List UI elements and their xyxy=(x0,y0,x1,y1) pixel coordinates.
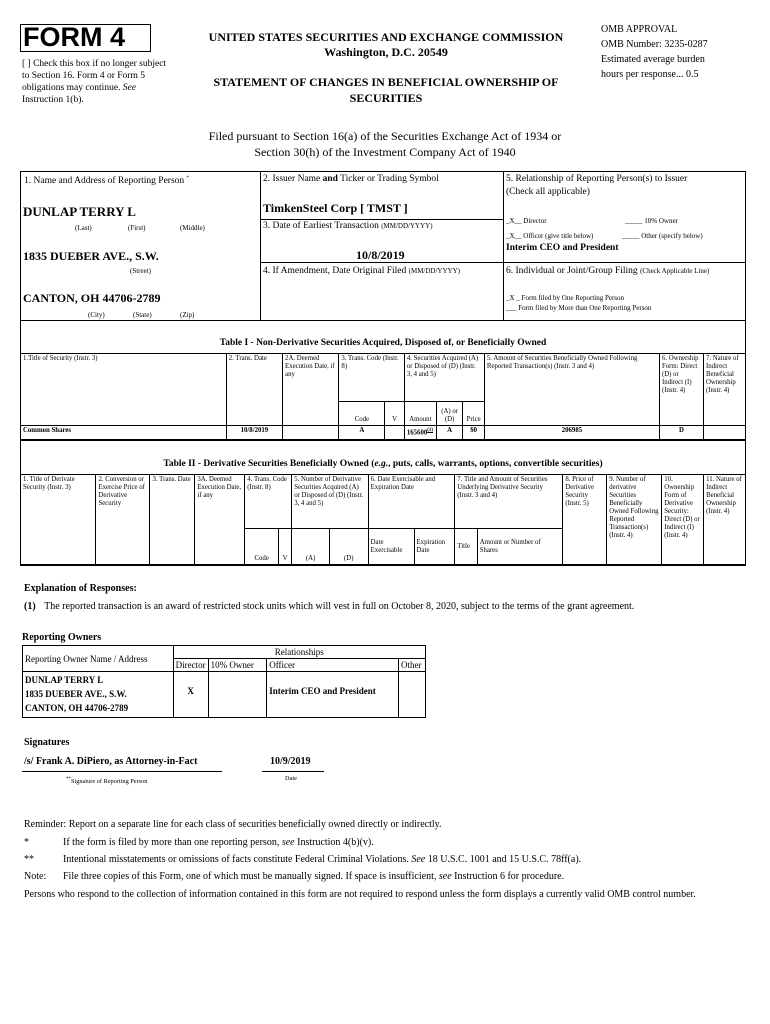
table2 xyxy=(20,474,746,565)
officer-title: Interim CEO and President xyxy=(506,243,619,253)
omb-burden2: hours per response... 0.5 xyxy=(601,69,699,80)
street-value: 1835 DUEBER AVE., S.W. xyxy=(23,249,159,263)
explanation-text: The reported transaction is an award of restricted stock units which will vest in full on October 8, 2020, subject to the terms of the grant agreement. xyxy=(44,601,635,612)
box6-label: 6. Individual or Joint/Group Filing (Check Applicable Line) xyxy=(506,266,710,276)
t1-h7: 7. Nature of Indirect Beneficial Ownership (Instr. 4) xyxy=(703,354,745,426)
t1-h3: 3. Trans. Code (Instr. 8) xyxy=(339,354,405,402)
ro-owner-street: 1835 DUEBER AVE., S.W. xyxy=(25,689,127,699)
t2-h4: 4. Trans. Code (Instr. 8) xyxy=(245,475,292,529)
box3-label: 3. Date of Earliest Transaction (MM/DD/YYYY) xyxy=(263,221,433,231)
note-2: Intentional misstatements or omissions of facts constitute Federal Criminal Violations. See 18 U.S.C. 1001 and 15 U.S.C. 78ff(a). xyxy=(63,854,582,865)
t1-row-nature xyxy=(703,426,745,440)
label-first: (First) xyxy=(128,224,146,232)
more-person-check: ___ Form filed by More than One Reporting Person xyxy=(506,304,652,312)
t1-h2: 2. Trans. Date xyxy=(226,354,282,426)
form-title: FORM 4 xyxy=(23,22,126,52)
t1-sub-ad: (A) or (D) xyxy=(436,402,463,426)
note-2-mark: ** xyxy=(24,854,34,865)
ro-col-name: Reporting Owner Name / Address xyxy=(23,646,174,672)
ten-pct-check: _____ 10% Owner xyxy=(625,217,678,225)
filed-line1: Filed pursuant to Section 16(a) of the Securities Exchange Act of 1934 or xyxy=(208,129,562,143)
city-value: CANTON, OH 44706-2789 xyxy=(23,291,161,305)
t2-h7: 7. Title and Amount of Securities Underlying Derivative Security (Instr. 3 and 4) xyxy=(455,475,563,529)
ro-other-value xyxy=(399,672,426,718)
other-check: _____ Other (specify below) xyxy=(622,232,703,240)
t2-h9: 9. Number of derivative Securities Beneficially Owned Following Reported Transaction(s) (Instr. 4) xyxy=(607,475,662,565)
box2-label: 2. Issuer Name and Ticker or Trading Symbol xyxy=(263,174,439,184)
issuer-name: TimkenSteel Corp [ TMST ] xyxy=(263,201,408,215)
t1-row-price: $0 xyxy=(463,426,484,440)
t1-row-date: 10/8/2019 xyxy=(226,426,282,440)
t1-row-form: D xyxy=(659,426,703,440)
ro-officer-value: Interim CEO and President xyxy=(267,672,399,718)
t2-h8: 8. Price of Derivative Security (Instr. 5) xyxy=(563,475,607,565)
note-3: File three copies of this Form, one of which must be manually signed. If space is insufficient, see Instruction 6 for procedure. xyxy=(63,871,565,882)
box1-label: 1. Name and Address of Reporting Person * xyxy=(24,176,190,187)
box4-label: 4. If Amendment, Date Original Filed (MM/DD/YYYY) xyxy=(263,266,460,276)
officer-check: _X__ Officer (give title below) xyxy=(506,232,594,240)
signature-value: /s/ Frank A. DiPiero, as Attorney-in-Fact xyxy=(24,756,198,767)
t1-sub-code: Code xyxy=(339,402,385,426)
t2-h1: 1. Title of Derivate Security (Instr. 3) xyxy=(21,475,96,565)
t2-sub-expiration: Expiration Date xyxy=(414,529,455,565)
ro-col-other: Other xyxy=(399,659,426,672)
signature-label: **Signature of Reporting Person xyxy=(66,777,148,786)
t1-h2a: 2A. Deemed Execution Date, if any xyxy=(283,354,339,426)
agency-name: UNITED STATES SECURITIES AND EXCHANGE COMMISSION xyxy=(208,30,564,44)
t1-sub-amount: Amount xyxy=(404,402,436,426)
label-street: (Street) xyxy=(130,267,151,275)
signatures-heading: Signatures xyxy=(24,737,70,748)
director-check: _X__ Director xyxy=(506,217,547,225)
t2-h11: 11. Nature of Indirect Beneficial Ownership (Instr. 4) xyxy=(704,475,746,565)
ro-col-director: Director xyxy=(173,659,208,672)
t2-h3a: 3A. Deemed Execution Date, if any xyxy=(195,475,245,565)
filed-pursuant xyxy=(100,128,670,160)
t2-sub-exercisable: Date Exercisable xyxy=(368,529,414,565)
t1-h1: 1.Title of Security (Instr. 3) xyxy=(21,354,227,426)
ro-ten-mark xyxy=(208,672,267,718)
table-row xyxy=(23,672,426,718)
t2-sub-amount: Amount or Number of Shares xyxy=(477,529,563,565)
t2-sub-d: (D) xyxy=(329,529,368,565)
ro-owner-name: DUNLAP TERRY L xyxy=(25,675,104,685)
t2-h6: 6. Date Exercisable and Expiration Date xyxy=(368,475,455,529)
omb-burden1: Estimated average burden xyxy=(601,54,705,65)
explanation-item xyxy=(24,601,744,612)
t1-row-title: Common Shares xyxy=(21,426,227,440)
table1 xyxy=(20,353,746,440)
check-box-see: See xyxy=(122,83,136,93)
explanation-heading: Explanation of Responses: xyxy=(24,583,137,594)
t2-h2: 2. Conversion or Exercise Price of Derivative Security xyxy=(96,475,150,565)
reminder: Reminder: Report on a separate line for each class of securities beneficially owned directly or indirectly. xyxy=(24,819,442,830)
ro-col-officer: Officer xyxy=(267,659,399,672)
omb-title: OMB APPROVAL xyxy=(601,24,678,35)
omb-approval xyxy=(601,22,761,82)
reporting-owners-table xyxy=(22,645,426,718)
ro-relationships: Relationships xyxy=(173,646,425,659)
label-state: (State) xyxy=(133,311,152,319)
signature-date: 10/9/2019 xyxy=(270,756,311,767)
statement-title: STATEMENT OF CHANGES IN BENEFICIAL OWNERSHIP OF SECURITIES xyxy=(213,75,559,105)
label-zip: (Zip) xyxy=(180,311,195,319)
t2-h3: 3. Trans. Date xyxy=(150,475,195,565)
agency-location: Washington, D.C. 20549 xyxy=(324,45,448,59)
t1-sub-v: V xyxy=(385,402,404,426)
earliest-transaction-date: 10/8/2019 xyxy=(356,248,405,262)
t1-row-v xyxy=(385,426,404,440)
t2-sub-title: Title xyxy=(455,529,477,565)
ro-director-mark: X xyxy=(173,672,208,718)
explanation-num: (1) xyxy=(24,601,36,612)
reporting-owners-heading: Reporting Owners xyxy=(22,632,102,643)
persons-notice: Persons who respond to the collection of information contained in this form are not required to respond unless the form displays a currently valid OMB control number. xyxy=(24,889,696,900)
t2-sub-a: (A) xyxy=(292,529,330,565)
t2-sub-v: V xyxy=(278,529,291,565)
t1-sub-price: Price xyxy=(463,402,484,426)
table1-title: Table I - Non-Derivative Securities Acquired, Disposed of, or Beneficially Owned xyxy=(219,338,547,348)
footnote-link[interactable]: (1) xyxy=(427,428,434,433)
table2-title: Table II - Derivative Securities Beneficially Owned (e.g., puts, calls, warrants, options, convertible securities) xyxy=(163,459,603,469)
filed-line2: Section 30(h) of the Investment Company Act of 1940 xyxy=(254,145,516,159)
check-box-text: [ ] Check this box if no longer subject to Section 16. Form 4 or Form 5 obligations may continue. xyxy=(22,59,167,93)
ro-owner-city: CANTON, OH 44706-2789 xyxy=(25,703,129,713)
t1-row-ad: A xyxy=(436,426,463,440)
t2-sub-code: Code xyxy=(245,529,279,565)
check-box-instr: Instruction 1(b). xyxy=(22,95,84,105)
table-row xyxy=(21,426,746,440)
t1-row-amount: 165600$^{(1)}$ xyxy=(404,426,436,440)
label-city: (City) xyxy=(88,311,105,319)
t2-h5: 5. Number of Derivative Securities Acquired (A) or Disposed of (D) (Instr. 3, 4 and 5) xyxy=(292,475,368,529)
note-1-mark: * xyxy=(24,837,29,848)
t1-row-owned: 206985 xyxy=(484,426,659,440)
t2-h10: 10. Ownership Form of Derivative Security: Direct (D) or Indirect (I) (Instr. 4) xyxy=(662,475,704,565)
label-last: (Last) xyxy=(75,224,92,232)
t1-h4: 4. Securities Acquired (A) or Disposed of (D) (Instr. 3, 4 and 5) xyxy=(404,354,484,402)
ro-col-ten: 10% Owner xyxy=(208,659,267,672)
one-person-check: _X _ Form filed by One Reporting Person xyxy=(506,294,625,302)
check-box-note xyxy=(22,58,172,106)
t1-h5: 5. Amount of Securities Beneficially Owned Following Reported Transaction(s) (Instr. 3 and 4) xyxy=(484,354,659,426)
t1-row-deemed xyxy=(283,426,339,440)
box5-label: 5. Relationship of Reporting Person(s) to Issuer (Check all applicable) xyxy=(506,174,688,197)
reporting-person-name: DUNLAP TERRY L xyxy=(23,204,136,219)
t1-h6: 6. Ownership Form: Direct (D) or Indirect (I) (Instr. 4) xyxy=(659,354,703,426)
note-3-mark: Note: xyxy=(24,871,47,882)
form-title-box xyxy=(20,24,151,52)
date-label: Date xyxy=(285,775,297,782)
note-1: If the form is filed by more than one reporting person, see Instruction 4(b)(v). xyxy=(63,837,374,848)
ro-owner xyxy=(23,672,174,718)
t1-row-code: A xyxy=(339,426,385,440)
omb-number: OMB Number: 3235-0287 xyxy=(601,39,708,50)
label-middle: (Middle) xyxy=(180,224,205,232)
